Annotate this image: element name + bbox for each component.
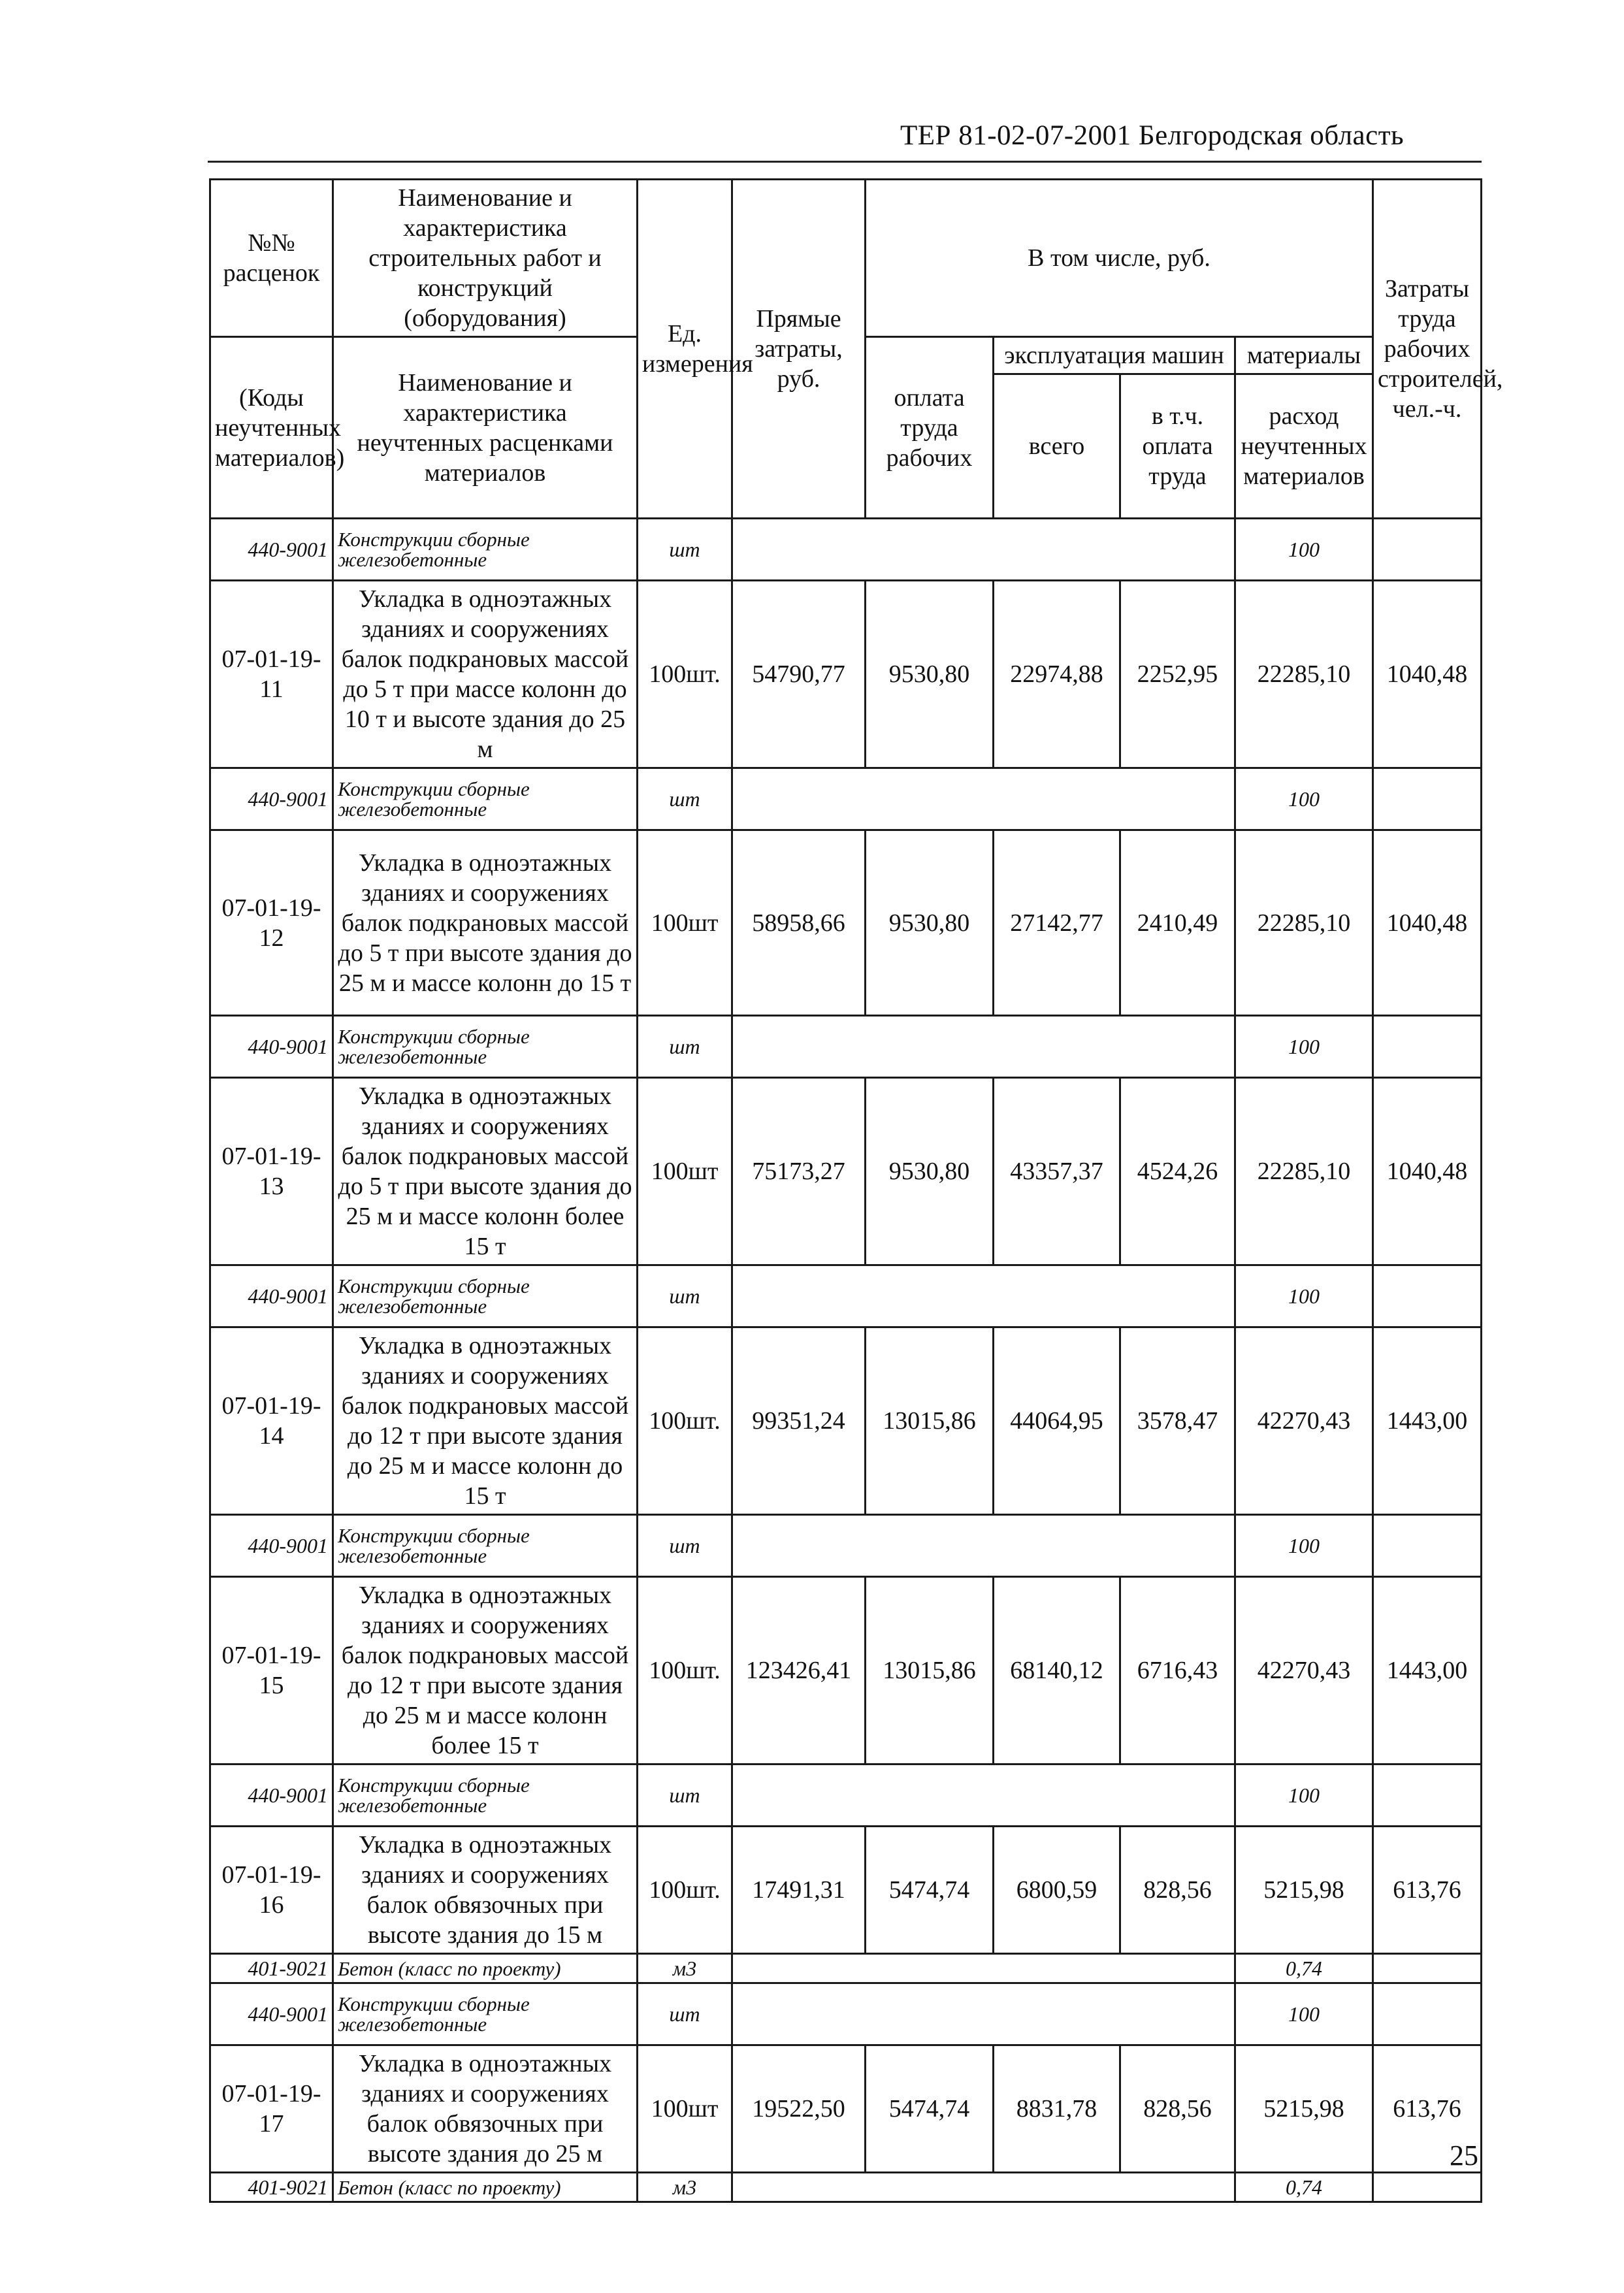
rate-row — [210, 830, 1482, 1016]
col-header-labor: Затраты труда рабочих строителей, чел.-ч. — [1373, 180, 1482, 519]
col-header-incl: В том числе, руб. — [866, 180, 1373, 337]
direct-cost: 54790,77 — [732, 581, 866, 768]
rate-unit: 100шт. — [638, 581, 732, 768]
material-unit: м3 — [638, 1954, 732, 1983]
material-qty: 100 — [1235, 1265, 1373, 1327]
empty-cell — [732, 1983, 1235, 2045]
rate-name: Укладка в одноэтажных зданиях и сооружениях балок подкрановых массой до 12 т при высоте здания до 25 м и массе колонн до 15 т — [333, 1327, 638, 1515]
labor-cost: 13015,86 — [866, 1327, 994, 1515]
material-row — [210, 768, 1482, 830]
header-row-1 — [210, 180, 1482, 337]
rate-code: 07-01-19-12 — [210, 830, 333, 1016]
machine-labor: 6716,43 — [1120, 1577, 1235, 1764]
rate-code: 07-01-19-16 — [210, 1827, 333, 1954]
material-row — [210, 1983, 1482, 2045]
empty-cell — [1373, 1265, 1482, 1327]
material-name: Бетон (класс по проекту) — [333, 2173, 638, 2202]
col-header-name: Наименование и характеристика строительных работ и конструкций (оборудования) — [333, 180, 638, 337]
labor-cost: 5474,74 — [866, 2045, 994, 2173]
direct-cost: 75173,27 — [732, 1078, 866, 1265]
material-row — [210, 519, 1482, 581]
direct-cost: 58958,66 — [732, 830, 866, 1016]
col-header-machine-total: всего — [994, 374, 1120, 519]
machine-total: 8831,78 — [994, 2045, 1120, 2173]
materials-cost: 22285,10 — [1235, 1078, 1373, 1265]
labor-hours: 1443,00 — [1373, 1577, 1482, 1764]
rates-table — [209, 178, 1503, 2203]
machine-labor: 828,56 — [1120, 1827, 1235, 1954]
col-header-mat-name: Наименование и характеристика неучтенных расценками материалов — [333, 337, 638, 519]
page-number: 25 — [1450, 2139, 1478, 2171]
material-qty: 0,74 — [1235, 1954, 1373, 1983]
material-name: Конструкции сборные железобетонные — [333, 1515, 638, 1577]
col-header-materials: материалы — [1235, 337, 1373, 374]
header-rule — [208, 161, 1482, 163]
material-unit: шт — [638, 768, 732, 830]
material-code: 401-9021 — [210, 1954, 333, 1983]
material-row — [210, 1764, 1482, 1827]
rate-code: 07-01-19-17 — [210, 2045, 333, 2173]
rate-name: Укладка в одноэтажных зданиях и сооружениях балок обвязочных при высоте здания до 25 м — [333, 2045, 638, 2173]
rate-name: Укладка в одноэтажных зданиях и сооружениях балок подкрановых массой до 12 т при высоте здания до 25 м и массе колонн более 15 т — [333, 1577, 638, 1764]
material-code: 440-9001 — [210, 1265, 333, 1327]
rate-code: 07-01-19-14 — [210, 1327, 333, 1515]
material-qty: 100 — [1235, 1016, 1373, 1078]
rate-code: 07-01-19-13 — [210, 1078, 333, 1265]
rate-row — [210, 1327, 1482, 1515]
empty-cell — [1373, 1515, 1482, 1577]
labor-cost: 5474,74 — [866, 1827, 994, 1954]
labor-hours: 613,76 — [1373, 1827, 1482, 1954]
materials-cost: 22285,10 — [1235, 830, 1373, 1016]
empty-cell — [732, 519, 1235, 581]
material-unit: шт — [638, 1016, 732, 1078]
material-qty: 100 — [1235, 1983, 1373, 2045]
rate-row — [210, 1078, 1482, 1265]
material-unit: шт — [638, 519, 732, 581]
rate-unit: 100шт — [638, 1078, 732, 1265]
machine-total: 68140,12 — [994, 1577, 1120, 1764]
col-header-machine-labor: в т.ч. оплата труда — [1120, 374, 1235, 519]
material-row — [210, 1265, 1482, 1327]
material-code: 401-9021 — [210, 2173, 333, 2202]
materials-cost: 5215,98 — [1235, 2045, 1373, 2173]
machine-labor: 2410,49 — [1120, 830, 1235, 1016]
material-name: Конструкции сборные железобетонные — [333, 768, 638, 830]
direct-cost: 17491,31 — [732, 1827, 866, 1954]
material-code: 440-9001 — [210, 1016, 333, 1078]
material-qty: 100 — [1235, 1515, 1373, 1577]
direct-cost: 99351,24 — [732, 1327, 866, 1515]
empty-cell — [1373, 1954, 1482, 1983]
rate-row — [210, 581, 1482, 768]
material-code: 440-9001 — [210, 768, 333, 830]
labor-hours: 1040,48 — [1373, 830, 1482, 1016]
rate-name: Укладка в одноэтажных зданиях и сооружениях балок подкрановых массой до 5 т при высоте здания до 25 м и массе колонн более 15 т — [333, 1078, 638, 1265]
empty-cell — [732, 1016, 1235, 1078]
machine-labor: 828,56 — [1120, 2045, 1235, 2173]
direct-cost: 19522,50 — [732, 2045, 866, 2173]
machine-labor: 4524,26 — [1120, 1078, 1235, 1265]
document-header: ТЕР 81-02-07-2001 Белгородская область — [900, 120, 1405, 151]
rate-code: 07-01-19-15 — [210, 1577, 333, 1764]
material-name: Бетон (класс по проекту) — [333, 1954, 638, 1983]
machine-labor: 2252,95 — [1120, 581, 1235, 768]
empty-cell — [732, 2173, 1235, 2202]
material-name: Конструкции сборные железобетонные — [333, 1764, 638, 1827]
labor-hours: 1040,48 — [1373, 1078, 1482, 1265]
material-unit: шт — [638, 1764, 732, 1827]
material-qty: 100 — [1235, 1764, 1373, 1827]
rate-name: Укладка в одноэтажных зданиях и сооружениях балок подкрановых массой до 5 т при высоте здания до 25 м и массе колонн до 15 т — [333, 830, 638, 1016]
col-header-labor-cost: оплата труда рабочих — [866, 337, 994, 519]
labor-hours: 1040,48 — [1373, 581, 1482, 768]
empty-cell — [732, 1764, 1235, 1827]
rate-code: 07-01-19-11 — [210, 581, 333, 768]
materials-cost: 42270,43 — [1235, 1327, 1373, 1515]
rate-row — [210, 1827, 1482, 1954]
rate-unit: 100шт. — [638, 1577, 732, 1764]
machine-total: 43357,37 — [994, 1078, 1120, 1265]
material-name: Конструкции сборные железобетонные — [333, 1983, 638, 2045]
col-header-unit: Ед. измерения — [638, 180, 732, 519]
material-unit: шт — [638, 1983, 732, 2045]
machine-total: 22974,88 — [994, 581, 1120, 768]
empty-cell — [1373, 768, 1482, 830]
labor-hours: 613,76 — [1373, 2045, 1482, 2173]
rate-unit: 100шт. — [638, 1327, 732, 1515]
material-qty: 0,74 — [1235, 2173, 1373, 2202]
rate-unit: 100шт — [638, 2045, 732, 2173]
material-code: 440-9001 — [210, 1983, 333, 2045]
material-code: 440-9001 — [210, 1764, 333, 1827]
material-unit: шт — [638, 1515, 732, 1577]
material-row — [210, 1016, 1482, 1078]
empty-cell — [1373, 2173, 1482, 2202]
rate-row — [210, 1577, 1482, 1764]
col-header-mat-code: (Коды неучтенных материалов) — [210, 337, 333, 519]
rate-unit: 100шт. — [638, 1827, 732, 1954]
machine-total: 6800,59 — [994, 1827, 1120, 1954]
material-qty: 100 — [1235, 519, 1373, 581]
material-name: Конструкции сборные железобетонные — [333, 519, 638, 581]
materials-cost: 42270,43 — [1235, 1577, 1373, 1764]
material-row — [210, 2173, 1482, 2202]
material-code: 440-9001 — [210, 1515, 333, 1577]
empty-cell — [732, 768, 1235, 830]
col-header-machine: эксплуатация машин — [994, 337, 1235, 374]
col-header-direct: Прямые затраты, руб. — [732, 180, 866, 519]
machine-total: 44064,95 — [994, 1327, 1120, 1515]
empty-cell — [1373, 519, 1482, 581]
materials-cost: 22285,10 — [1235, 581, 1373, 768]
labor-cost: 13015,86 — [866, 1577, 994, 1764]
material-name: Конструкции сборные железобетонные — [333, 1016, 638, 1078]
empty-cell — [732, 1265, 1235, 1327]
empty-cell — [732, 1515, 1235, 1577]
labor-cost: 9530,80 — [866, 830, 994, 1016]
direct-cost: 123426,41 — [732, 1577, 866, 1764]
labor-cost: 9530,80 — [866, 1078, 994, 1265]
material-code: 440-9001 — [210, 519, 333, 581]
material-unit: шт — [638, 1265, 732, 1327]
material-name: Конструкции сборные железобетонные — [333, 1265, 638, 1327]
col-header-code: №№ расценок — [210, 180, 333, 337]
rate-row — [210, 2045, 1482, 2173]
material-row — [210, 1515, 1482, 1577]
labor-cost: 9530,80 — [866, 581, 994, 768]
material-row — [210, 1954, 1482, 1983]
empty-cell — [732, 1954, 1235, 1983]
labor-hours: 1443,00 — [1373, 1327, 1482, 1515]
material-qty: 100 — [1235, 768, 1373, 830]
machine-labor: 3578,47 — [1120, 1327, 1235, 1515]
col-header-mat-use: расход неучтенных материалов — [1235, 374, 1373, 519]
rate-name: Укладка в одноэтажных зданиях и сооружениях балок подкрановых массой до 5 т при массе колонн до 10 т и высоте здания до 25 м — [333, 581, 638, 768]
rate-name: Укладка в одноэтажных зданиях и сооружениях балок обвязочных при высоте здания до 15 м — [333, 1827, 638, 1954]
table-body — [210, 180, 1503, 2202]
material-unit: м3 — [638, 2173, 732, 2202]
rate-unit: 100шт — [638, 830, 732, 1016]
empty-cell — [1373, 1016, 1482, 1078]
machine-total: 27142,77 — [994, 830, 1120, 1016]
materials-cost: 5215,98 — [1235, 1827, 1373, 1954]
empty-cell — [1373, 1764, 1482, 1827]
empty-cell — [1373, 1983, 1482, 2045]
